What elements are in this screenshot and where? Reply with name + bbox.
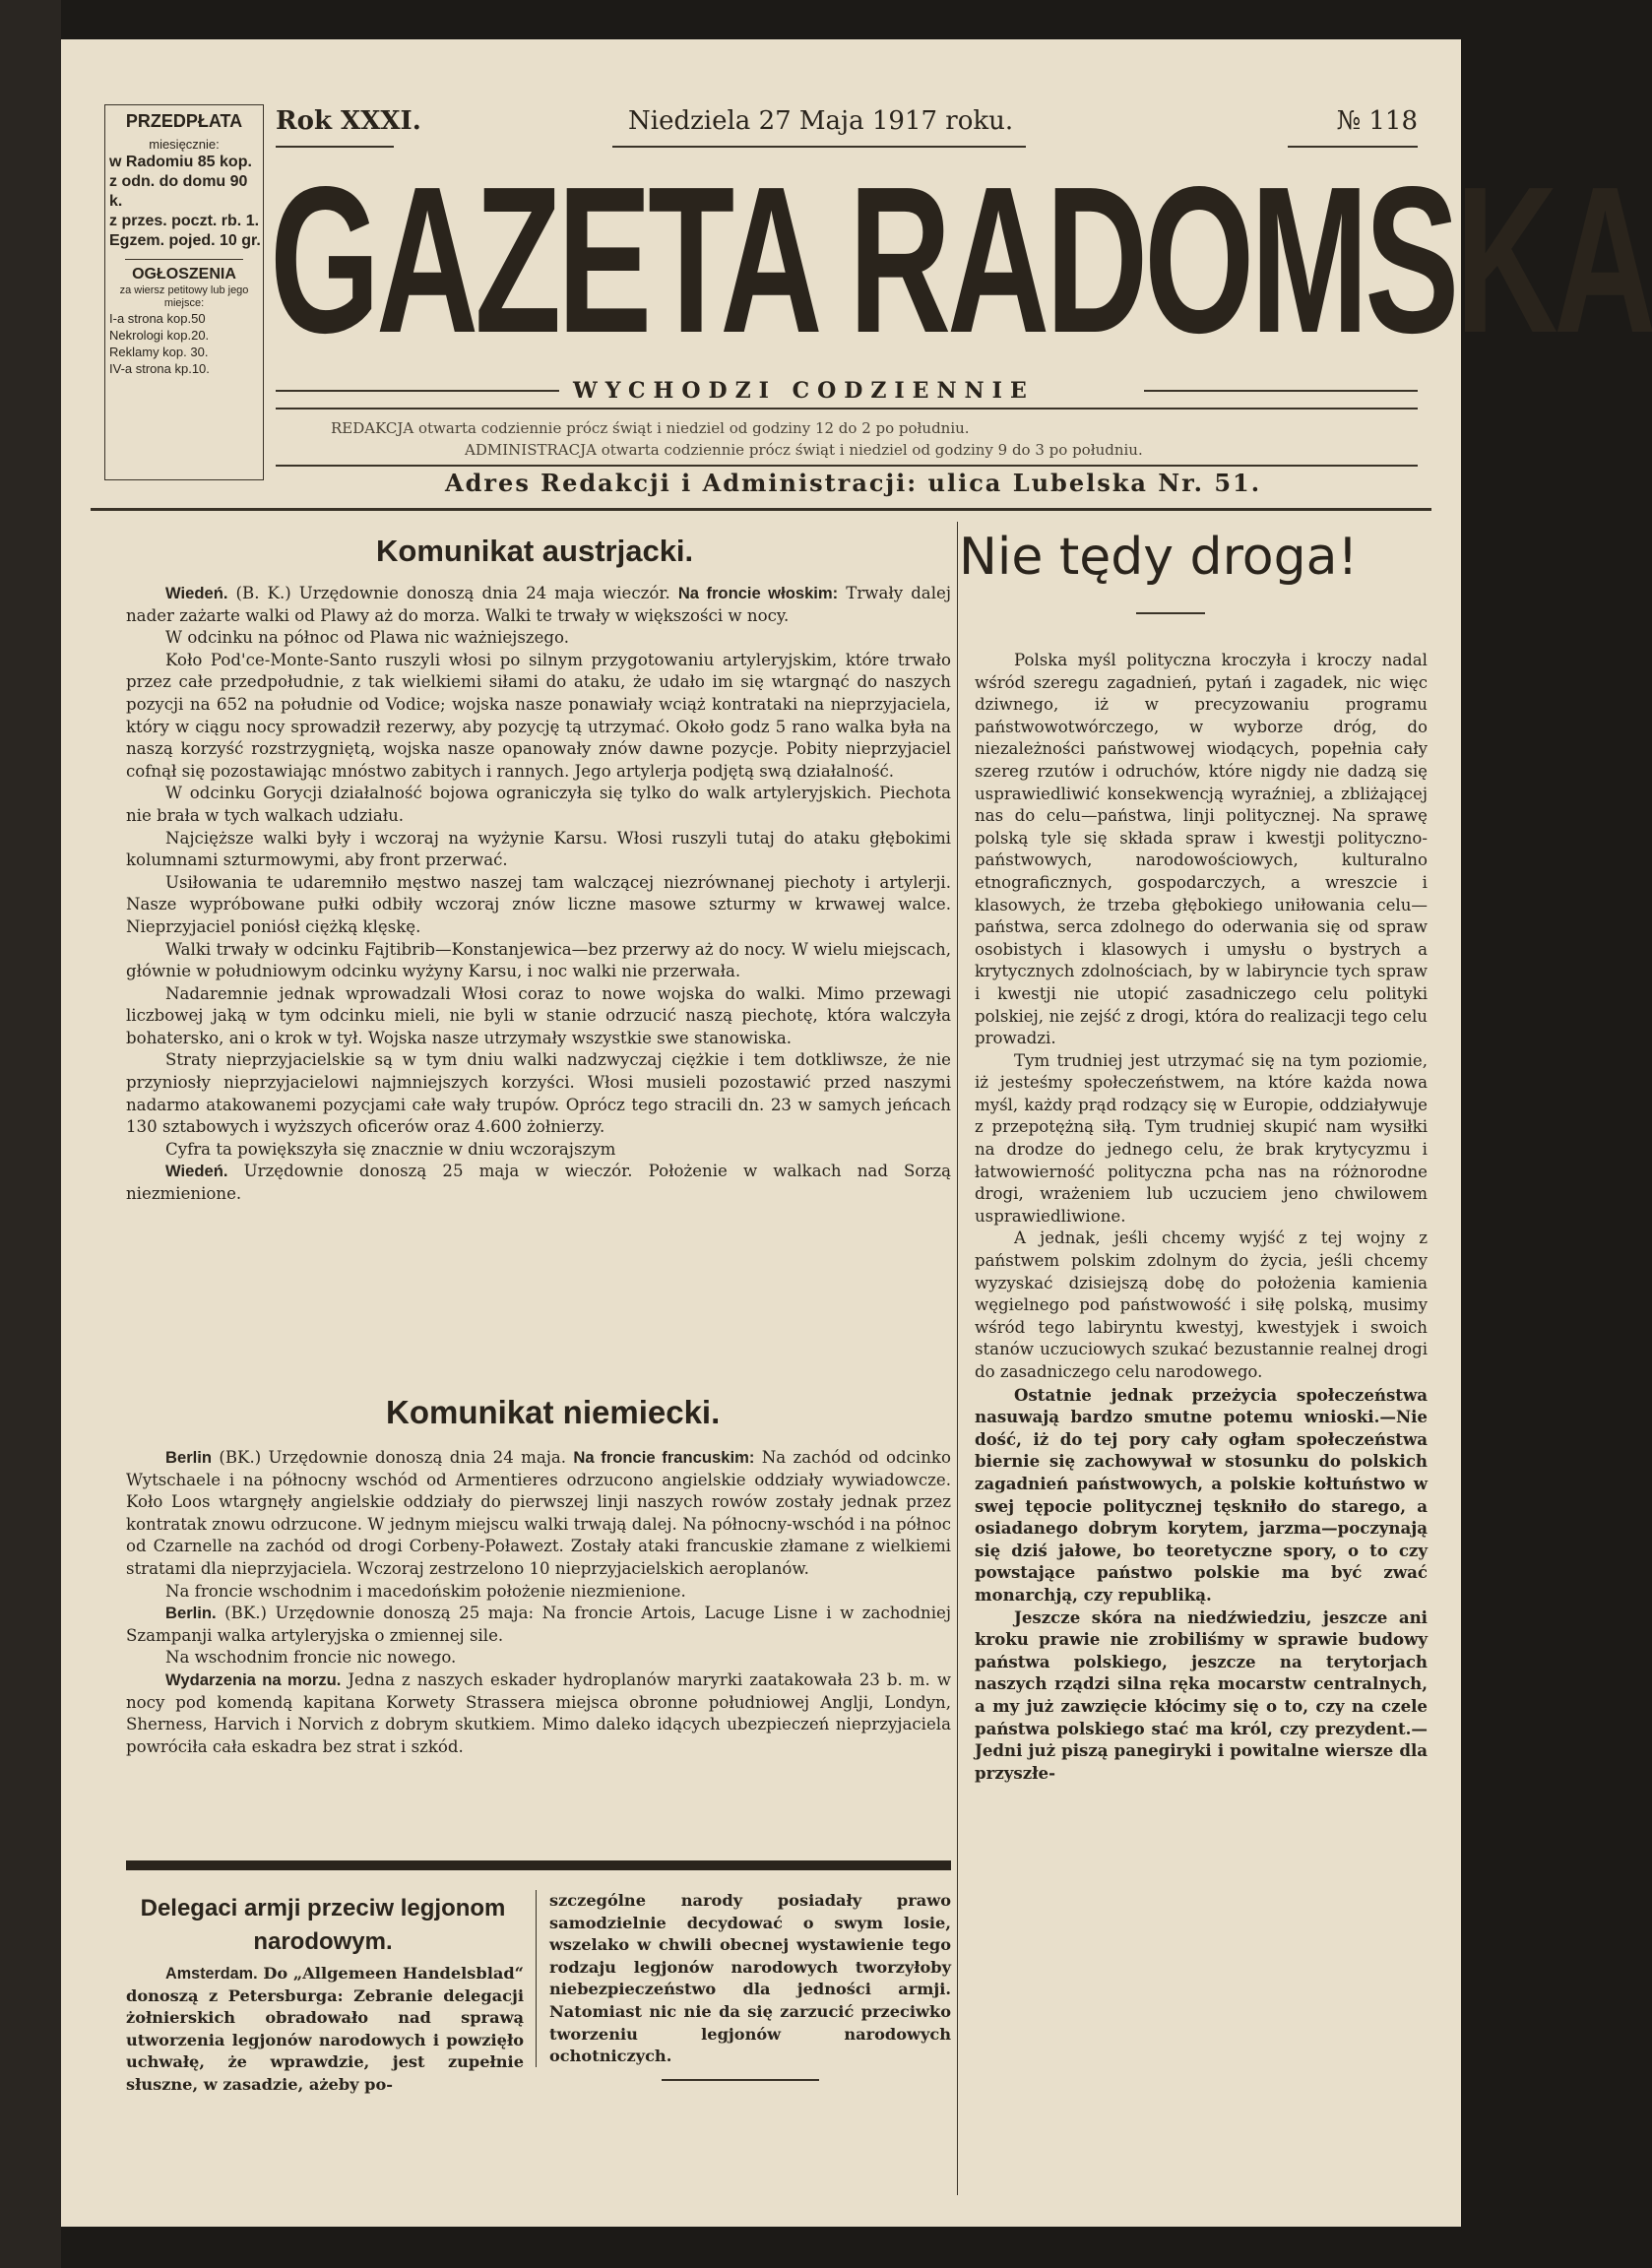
dateline: Berlin.	[165, 1604, 217, 1623]
subscription-row: w Radomiu 85 kop.	[109, 154, 252, 170]
german-heading: Komunikat niemiecki.	[386, 1394, 721, 1430]
header-rule	[1144, 390, 1418, 392]
legions-article-left	[126, 1963, 524, 2097]
column-divider	[536, 1890, 537, 2067]
section-separator-bar	[126, 1860, 951, 1870]
subscription-row: z odn. do domu 90 k.	[109, 173, 248, 210]
subscription-monthly: miesięcznie:	[149, 137, 220, 152]
paragraph: Na wschodnim froncie nic nowego.	[165, 1648, 457, 1668]
paragraph: Ostatnie jednak przeżycia społeczeństwa nasuwają bardzo smutne potemu wnioski.—Nie dość, iż do tej pory cały ogłam społeczeństwa biernie się zachowywał w stosunku do polskich zagadnień państwowych, a polskie kołtuństwo w swej tępocie politycznej tęskniło do starego, a osiadanego dobrym korytem, jarzma—poczynają się dziś jałowe, bo teoretyczne spory, o to czy powstające państwo polskie ma być zwać monarchją, czy republiką.	[975, 1384, 1428, 1605]
article-text: Jedna z naszych eskader hydroplanów maryrki zaatakowała 23 b. m. w nocy pod komendą kapitana Korwety Strassera miejsca obronne południowej Anglji, Londyn, Sherness, Harvich i Norvich z dobrym skutkiem. Mimo daleko idących ubezpieczeń nieprzyjaciela powróciła cała eskadra bez strat i szkód.	[126, 1670, 951, 1756]
front-label: Na froncie włoskim:	[677, 584, 839, 602]
legions-heading: Delegaci armji przeciw legjonom narodowym.	[140, 1895, 506, 1955]
paragraph: Koło Pod'ce-Monte-Santo ruszyli włosi po silnym przygotowaniu artyleryjskim, które trwało przez całe przedpołudnie, z tak wielkiemi siłami do ataku, że udało im się wtargnąć do naszych pozycji na 652 na południe od Vodice; wojska nasze ponawiały wciąż kontrataki na nieprzyjaciela, który w ciągu nocy sprowadził rezerwy, aby pozycję tą utrzymać. Około godz 5 rano walka była na naszą korzyść rozstrzygniętą, wojska nasze opanowały znów dawne pozycje. Pobity nieprzyjaciel cofnął się pozostawiając mnóstwo zabitych i rannych. Jego artylerja podjętą swą działalność.	[126, 650, 951, 781]
ads-row: IV-a strona kp.10.	[109, 361, 210, 376]
column-divider	[957, 522, 958, 2195]
paragraph: szczególne narody posiadały prawo samodzielnie decydować o swym losie, wszelako w chwili obecnej wystawienie tego rodzaju legjonów narodowych tworzyłoby niebezpieczeństwo dla jedności armji. Natomiast nic nie da się zarzucić przeciwko tworzeniu legjonów narodowych ochotniczych.	[549, 1891, 951, 2066]
paragraph: W odcinku Gorycji działalność bojowa ograniczyła się tylko do walk artyleryjskich. Piechota nie brała w tych walkach udziału.	[126, 784, 951, 825]
legions-article-right	[549, 1890, 951, 2068]
austrian-article	[126, 583, 951, 1206]
subscription-row: Egzem. pojed. 10 gr.	[109, 232, 261, 249]
article-text: Na zachód od odcinko Wytschaele i na północny wschód od Armentieres odrzucono angielskie oddziały wywiadowcze. Koło Loos wtargnęły angielskie oddziały do pierwszej linji naszych rowów zostały jednak przez kontratak znowu odrzucone. W jednym miejscu walki trwają dalej. Na północny-wschód i na północ od Czarnelle na zachód od drogi Corbeny-Poławezt. Zostały ataki francuskie złamane z wielkiemi stratami dla nieprzyjaciela. Wczoraj zestrzelono 10 nieprzyjacielskich aeroplanów.	[126, 1448, 951, 1578]
article-end-rule	[662, 2079, 819, 2081]
masthead-title: GAZETA RADOMSKA	[270, 143, 1652, 376]
ads-row: I-a strona kop.50	[109, 311, 206, 326]
subscription-title: PRZEDPŁATA	[125, 111, 243, 131]
paragraph: Usiłowania te udaremniło męstwo naszej tam walczącej niezrównanej piechoty i artylerji. Nasze wypróbowane pułki odbiły wczoraj znów liczne masowe szturmy w krwawej walce. Nieprzyjaciel poniósł ciężką klęskę.	[126, 872, 951, 936]
header-bottom-rule	[91, 508, 1431, 511]
dateline: Amsterdam.	[165, 1965, 258, 1983]
header-rule	[276, 465, 1418, 467]
paragraph: Na froncie wschodnim i macedońskim położenie niezmienione.	[165, 1581, 686, 1601]
dateline: Berlin	[165, 1448, 213, 1467]
subscription-divider	[125, 259, 243, 260]
year-label: Rok XXXI.	[276, 106, 421, 136]
german-article	[126, 1447, 951, 1758]
masthead-subtitle: WYCHODZI CODZIENNIE	[573, 378, 1035, 404]
ads-row: Reklamy kop. 30.	[109, 345, 209, 359]
administracja-hours: ADMINISTRACJA otwarta codziennie prócz świąt i niedziel od godziny 9 do 3 po południu.	[465, 441, 1143, 459]
article-text: Urzędownie donoszą 25 maja w wieczór. Położenie w walkach nad Sorzą niezmienione.	[126, 1162, 951, 1204]
front-label: Na froncie francuskim:	[573, 1448, 755, 1467]
redakcja-hours: REDAKCJA otwarta codziennie prócz świąt i niedziel od godziny 12 do 2 po południu.	[331, 419, 970, 437]
newspaper-page	[61, 39, 1652, 2227]
issue-number: № 118	[1336, 106, 1418, 136]
ads-note: za wiersz petitowy lub jego miejsce:	[119, 284, 249, 309]
subscription-box	[104, 104, 264, 480]
ads-row: Nekrologi kop.20.	[109, 328, 210, 343]
editorial-address: Adres Redakcji i Administracji: ulica Lubelska Nr. 51.	[445, 469, 1262, 497]
dateline: Wiedeń.	[165, 584, 228, 602]
paragraph: Tym trudniej jest utrzymać się na tym poziomie, iż jesteśmy społeczeństwem, na które każda nowa myśl, każdy prąd rodzący się w Europie, oddziaływuje z przepotężną siłą. Tym trudniej skupić nam wysiłki na drodze do jednego celu, że brak krytycyzmu i łatwowierność polityczna pcha nas na różnorodne drogi, wrażeniem lub uczuciem jeno chwilowem usprawiedliwione.	[975, 1050, 1428, 1226]
header-top	[276, 106, 1418, 146]
paragraph: Straty nieprzyjacielskie są w tym dniu walki nadzwyczaj ciężkie i tem dotkliwsze, że nie przyniosły nieprzyjacielowi najmniejszych korzyści. Włosi musieli pozostawić przed naszymi nadarmo atakowanemi pozycjami całe wały trupów. Oprócz tego stracili dn. 23 w samych jeńcach 130 sztabowych i wyższych oficerów oraz 4.600 żołnierzy.	[126, 1050, 951, 1137]
article-text: Trwały dalej nader zażarte walki od Plawy aż do morza. Walki te trwały w większości w nocy.	[126, 584, 951, 625]
header-rule	[276, 408, 1418, 410]
austrian-heading: Komunikat austrjacki.	[376, 534, 694, 568]
dateline: Wydarzenia na morzu.	[165, 1670, 342, 1689]
paragraph: Polska myśl polityczna kroczyła i kroczy nadal wśród szeregu zagadnień, pytań i zagadek, nic więc dziwnego, iż w precyzowaniu programu państwowotwórczego, w wyborze dróg, do niezależności państwowej wiodących, popełnia cały szereg rzutów i odruchów, które nigdy nie dadzą się usprawiedliwić konsekwencją wyraźniej, a zbliżającej nas do celu—państwa, linji politycznej. Na sprawę polską tyle się składa spraw i kwestji polityczno-państwowych, narodowościowych, kulturalno etnograficznych, gospodarczych, a wreszcie i klasowych, że trzeba głębokiego uniłowania celu—państwa, serca zdolnego do oderwania się od spraw osobistych i klasowych i umysłu o bystrych a krytycznych zdolnościach, by w labiryncie tych spraw i kwestji nie utopić zasadniczego celu polityki polskiej, nie zejść z drogi, która do realizacji tego celu prowadzi.	[975, 651, 1428, 1048]
editorial-article	[975, 650, 1428, 1784]
paragraph: Najcięższe walki były i wczoraj na wyżynie Karsu. Włosi ruszyli tutaj do ataku głębokimi kolumnami szturmowymi, aby front przerwać.	[126, 828, 951, 870]
binding-edge	[0, 0, 61, 2268]
paragraph: W odcinku na północ od Plawa nic ważniejszego.	[165, 628, 569, 648]
dateline: Wiedeń.	[165, 1162, 228, 1181]
paragraph: Nadaremnie jednak wprowadzali Włosi coraz to nowe wojska do walki. Mimo przewagi liczbowej jaką w tym odcinku mieli, nie byli w stanie odrzucić naszą piechotę, która walczyła bohatersko, ani o krok w tył. Wojska nasze utrzymały wszystkie swe stanowiska.	[126, 983, 951, 1047]
editorial-heading: Nie tędy droga!	[959, 528, 1359, 587]
article-text: (BK.) Urzędownie donoszą dnia 24 maja.	[212, 1448, 574, 1467]
article-text: (BK.) Urzędownie donoszą 25 maja: Na froncie Artois, Lacuge Lisne i w zachodniej Szampanji walka artyleryjska o zmiennej sile.	[126, 1604, 951, 1645]
subscription-row: z przes. poczt. rb. 1.	[109, 213, 260, 229]
paragraph: Jeszcze skóra na niedźwiedziu, jeszcze ani kroku prawie nie zrobiliśmy w sprawie budowy państwa polskiego, jeszcze na terytorjach naszych rządzi silna ręka mocarstw centralnych, a my już zawzięcie kłócimy się o to, czy na czele państwa polskiego stać ma król, czy prezydent.—Jedni już piszą panegiryki i powitalne wiersze dla przyszłe-	[975, 1606, 1428, 1783]
paragraph: Cyfra ta powiększyła się znacznie w dniu wczorajszym	[165, 1139, 616, 1159]
editorial-title-rule	[1136, 612, 1205, 614]
article-text: (B. K.) Urzędownie donoszą dnia 24 maja wieczór.	[227, 584, 678, 602]
paragraph: Walki trwały w odcinku Fajtibrib—Konstanjewica—bez przerwy aż do nocy. W wielu miejscach, głównie w południowym odcinku wyżyny Karsu, i noc walki nie przerwała.	[126, 939, 951, 981]
paragraph: A jednak, jeśli chcemy wyjść z tej wojny z państwem polskim zdolnym do życia, jeśli chcemy wyzyskać dzisiejszą dobę do położenia kamienia węgielnego pod państwowość i siłę polską, musimy wśród tego labiryntu kwestyj, kwestyjek i swoich stanów uczuciowych szukać bezustannie realnej drogi do zasadniczego celu narodowego.	[975, 1228, 1428, 1381]
header-rule	[276, 390, 559, 392]
article-text: Do „Allgemeen Handelsblad“ donoszą z Petersburga: Zebranie delegacji żołnierskich obradowało nad sprawą utworzenia legjonów narodowych i powzięło uchwałę, że wprawdzie, jest zupełnie słuszne, w zasadzie, ażeby po-	[126, 1964, 524, 2094]
issue-date: Niedziela 27 Maja 1917 roku.	[628, 106, 1014, 136]
ads-title: OGŁOSZENIA	[132, 266, 236, 283]
